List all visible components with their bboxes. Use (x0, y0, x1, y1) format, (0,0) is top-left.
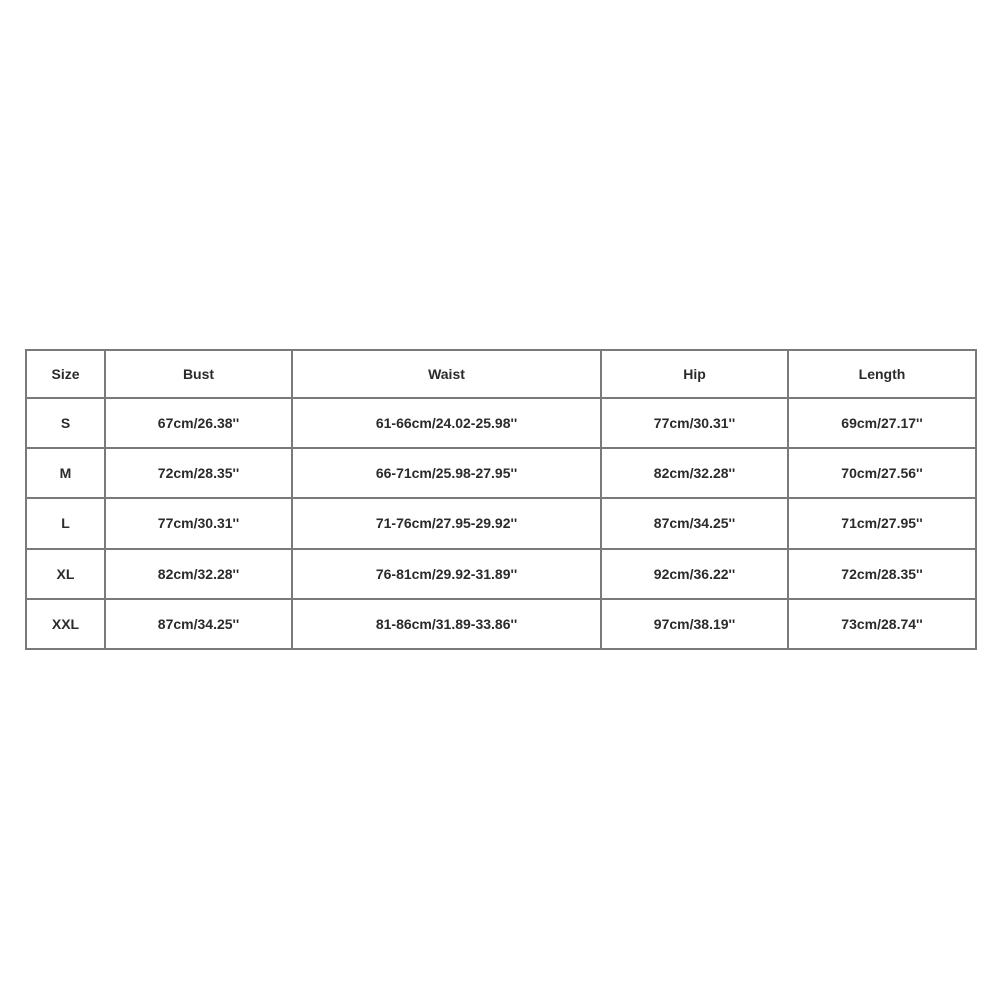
cell-bust: 82cm/32.28'' (105, 549, 292, 599)
cell-bust: 72cm/28.35'' (105, 448, 292, 498)
cell-hip: 87cm/34.25'' (601, 498, 788, 548)
cell-size: XXL (26, 599, 105, 649)
cell-waist: 81-86cm/31.89-33.86'' (292, 599, 601, 649)
cell-waist: 71-76cm/27.95-29.92'' (292, 498, 601, 548)
table-row (26, 398, 976, 448)
table-header-row (26, 350, 976, 398)
cell-hip: 92cm/36.22'' (601, 549, 788, 599)
cell-waist: 76-81cm/29.92-31.89'' (292, 549, 601, 599)
cell-size: L (26, 498, 105, 548)
cell-size: XL (26, 549, 105, 599)
header-length: Length (788, 350, 976, 398)
cell-hip: 97cm/38.19'' (601, 599, 788, 649)
cell-size: S (26, 398, 105, 448)
header-size: Size (26, 350, 105, 398)
cell-length: 71cm/27.95'' (788, 498, 976, 548)
header-bust: Bust (105, 350, 292, 398)
table-row (26, 599, 976, 649)
cell-length: 69cm/27.17'' (788, 398, 976, 448)
cell-length: 70cm/27.56'' (788, 448, 976, 498)
cell-hip: 77cm/30.31'' (601, 398, 788, 448)
size-chart-table (25, 349, 977, 650)
header-waist: Waist (292, 350, 601, 398)
cell-bust: 77cm/30.31'' (105, 498, 292, 548)
cell-waist: 66-71cm/25.98-27.95'' (292, 448, 601, 498)
cell-size: M (26, 448, 105, 498)
table-row (26, 448, 976, 498)
table-row (26, 549, 976, 599)
cell-length: 72cm/28.35'' (788, 549, 976, 599)
header-hip: Hip (601, 350, 788, 398)
cell-waist: 61-66cm/24.02-25.98'' (292, 398, 601, 448)
table-row (26, 498, 976, 548)
cell-hip: 82cm/32.28'' (601, 448, 788, 498)
cell-length: 73cm/28.74'' (788, 599, 976, 649)
cell-bust: 87cm/34.25'' (105, 599, 292, 649)
cell-bust: 67cm/26.38'' (105, 398, 292, 448)
